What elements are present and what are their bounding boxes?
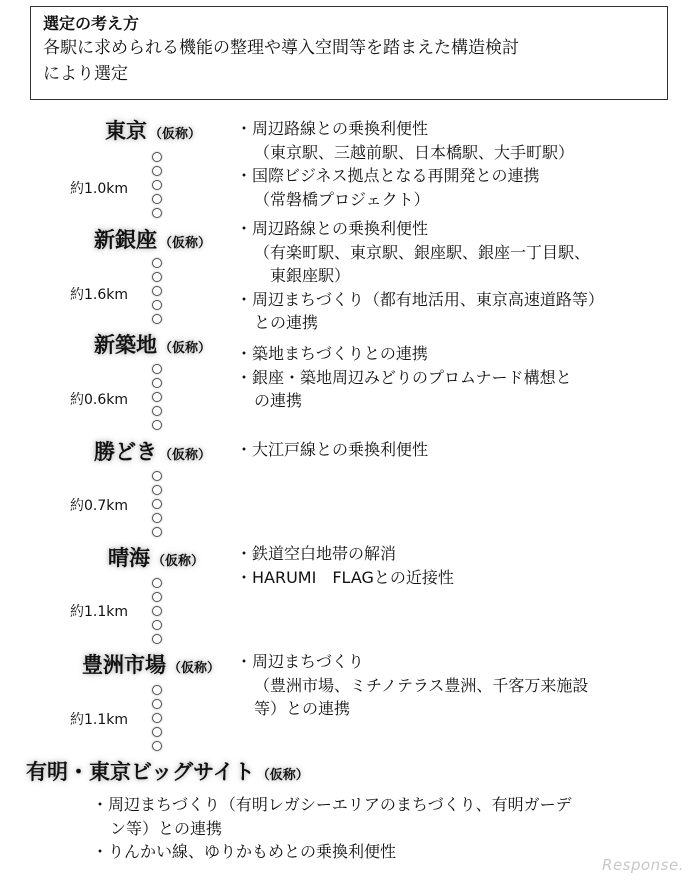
- route-dot: [152, 634, 162, 644]
- distance-1: 約1.0km: [70, 181, 129, 197]
- station-tag: （仮称）: [256, 768, 309, 783]
- feature-line: ・HARUMI FLAGとの近接性: [236, 567, 454, 587]
- feature-line: との連携: [254, 313, 319, 332]
- route-dot: [152, 727, 162, 737]
- route-dot: [152, 713, 162, 723]
- station-ariake-tokyo-big-sight: [26, 756, 309, 786]
- route-dot: [152, 314, 162, 324]
- route-dot: [152, 272, 162, 282]
- features-ariake: [92, 793, 572, 864]
- feature-line: （常磐橋プロジェクト）: [254, 189, 430, 209]
- criteria-title: 選定の考え方: [43, 14, 140, 33]
- feature-line: ・鉄道空白地帯の解消: [236, 544, 397, 563]
- route-dot: [152, 392, 162, 402]
- feature-line: ン等）との連携: [110, 818, 223, 838]
- station-tag: （仮称）: [159, 448, 212, 463]
- route-dot: [152, 420, 162, 430]
- criteria-line-2: により選定: [43, 64, 128, 84]
- station-tag: （仮称）: [168, 661, 221, 676]
- feature-line: 等）との連携: [254, 699, 351, 718]
- station-name: 豊洲市場: [82, 653, 166, 677]
- route-dot: [152, 741, 162, 751]
- feature-line: （有楽町駅、東京駅、銀座駅、銀座一丁目駅、: [254, 242, 591, 262]
- route-dot: [152, 471, 162, 481]
- route-dot: [152, 499, 162, 509]
- route-dot: [152, 606, 162, 616]
- route-dot: [152, 152, 162, 162]
- features-tokyo: [236, 117, 574, 211]
- features-shin-tsukiji: [236, 342, 572, 413]
- route-dot: [152, 406, 162, 416]
- route-dot: [152, 513, 162, 523]
- feature-line: （豊洲市場、ミチノテラス豊洲、千客万来施設: [254, 675, 589, 695]
- station-toyosu-shijo: [82, 649, 220, 679]
- feature-line: ・銀座・築地周辺みどりのプロムナード構想と: [236, 367, 572, 387]
- station-tag: （仮称）: [149, 127, 202, 142]
- station-tag: （仮称）: [159, 341, 212, 356]
- station-harumi: [108, 542, 204, 572]
- route-dot: [152, 378, 162, 388]
- feature-line: （東京駅、三越前駅、日本橋駅、大手町駅）: [254, 142, 575, 162]
- features-shin-ginza: [236, 217, 604, 335]
- route-dot: [152, 258, 162, 268]
- route-dot: [152, 286, 162, 296]
- feature-line: の連携: [254, 391, 303, 410]
- station-name: 晴海: [108, 546, 150, 570]
- route-dot: [152, 527, 162, 537]
- distance-4: 約0.7km: [70, 498, 129, 514]
- station-name: 新築地: [94, 333, 157, 357]
- selection-criteria-box: [30, 6, 668, 100]
- station-name: 東京: [105, 119, 147, 143]
- distance-3: 約0.6km: [70, 392, 129, 408]
- watermark-logo: Response.: [602, 856, 684, 874]
- route-dot: [152, 592, 162, 602]
- feature-line: 東銀座駅）: [270, 266, 351, 285]
- feature-line: ・築地まちづくりとの連携: [236, 344, 428, 363]
- feature-line: ・周辺路線との乗換利便性: [236, 119, 429, 138]
- criteria-line-1: 各駅に求められる機能の整理や導入空間等を踏まえた構造検討: [43, 38, 519, 58]
- features-kachidoki: [236, 438, 428, 462]
- features-toyosu-shijo: [236, 650, 588, 721]
- feature-line: ・大江戸線との乗換利便性: [236, 440, 429, 459]
- distance-2: 約1.6km: [70, 287, 129, 303]
- station-kachidoki: [94, 436, 211, 466]
- route-dot: [152, 485, 162, 495]
- route-dot: [152, 180, 162, 190]
- station-name: 有明・東京ビッグサイト: [26, 760, 255, 784]
- station-tag: （仮称）: [159, 236, 212, 251]
- feature-line: ・りんかい線、ゆりかもめとの乗換利便性: [92, 842, 397, 861]
- route-dot: [152, 578, 162, 588]
- route-dot: [152, 620, 162, 630]
- route-dot: [152, 685, 162, 695]
- route-dot: [152, 194, 162, 204]
- feature-line: ・周辺まちづくり: [236, 652, 364, 671]
- feature-line: ・周辺路線との乗換利便性: [236, 219, 429, 238]
- station-tag: （仮称）: [152, 554, 205, 569]
- station-shin-tsukiji: [94, 329, 211, 359]
- station-name: 新銀座: [94, 228, 157, 252]
- feature-line: ・周辺まちづくり（有明レガシーエリアのまちづくり、有明ガーデ: [92, 795, 572, 814]
- route-dot: [152, 300, 162, 310]
- route-dot: [152, 364, 162, 374]
- route-dot: [152, 166, 162, 176]
- station-name: 勝どき: [94, 440, 157, 464]
- route-dot: [152, 699, 162, 709]
- distance-6: 約1.1km: [70, 712, 129, 728]
- station-shin-ginza: [94, 224, 211, 254]
- features-harumi: [236, 542, 454, 589]
- feature-line: ・周辺まちづくり（都有地活用、東京高速道路等）: [236, 289, 604, 309]
- route-dot: [152, 208, 162, 218]
- station-tokyo: [105, 115, 201, 145]
- distance-5: 約1.1km: [70, 604, 129, 620]
- feature-line: ・国際ビジネス拠点となる再開発との連携: [236, 166, 540, 185]
